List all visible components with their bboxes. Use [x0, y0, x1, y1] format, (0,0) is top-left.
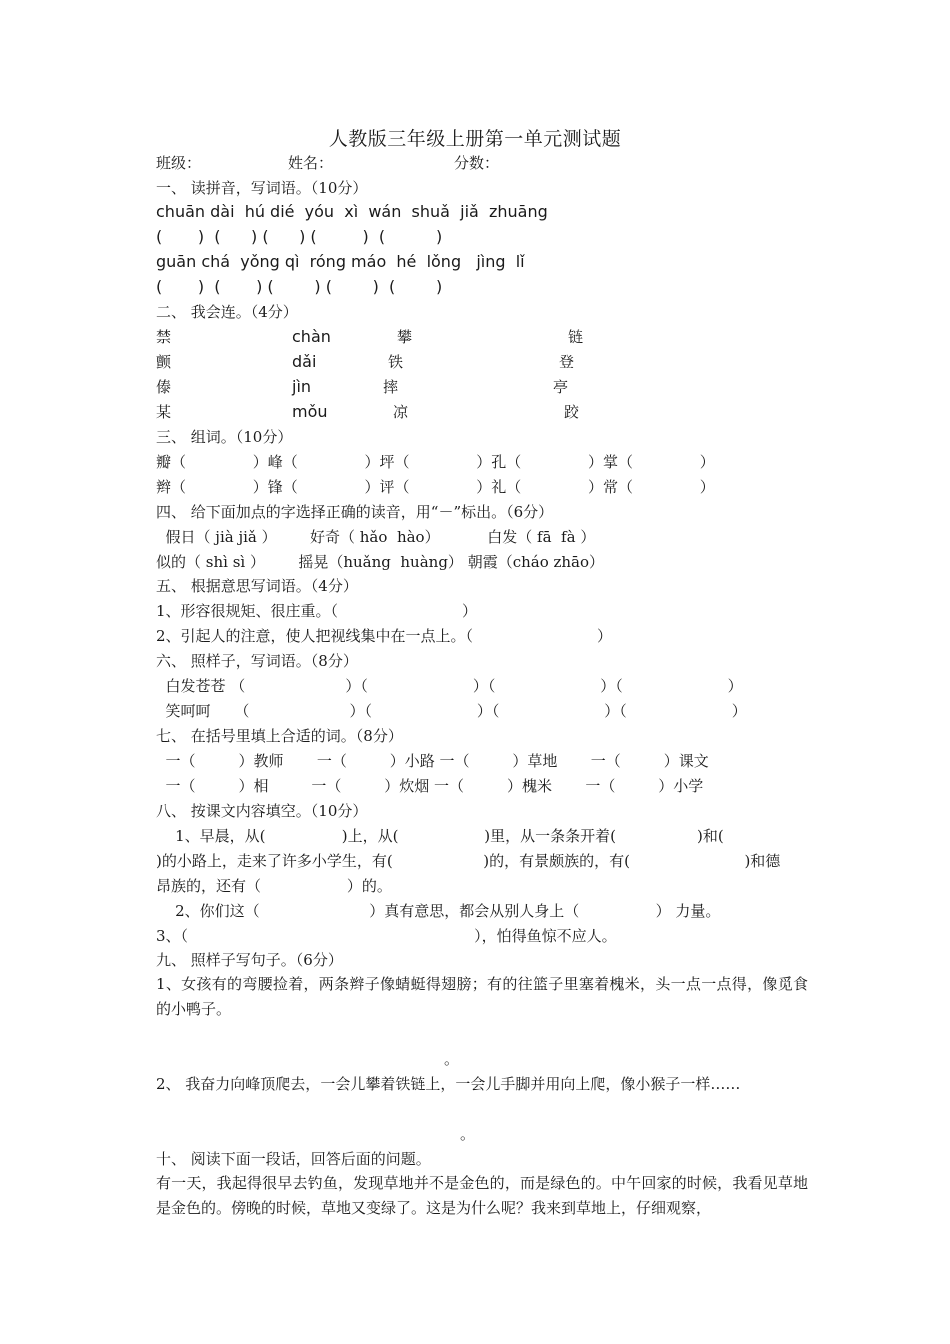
section2-heading: 二、 我会连。（4分） — [156, 303, 298, 321]
section4-heading: 四、 给下面加点的字选择正确的读音，用“－”标出。（6分） — [156, 503, 554, 521]
section3-heading: 三、 组词。（10分） — [156, 428, 293, 446]
answer-line-end-1[interactable]: 。 — [444, 1050, 460, 1068]
match-pinyin: dǎi — [292, 352, 317, 371]
measure-word-row-1[interactable]: 一（ ）教师 一（ ）小路 一（ ）草地 一（ ）课文 — [156, 752, 709, 770]
class-label: 班级： — [156, 154, 202, 172]
match-word: 铁 — [388, 353, 404, 371]
fill-text-1-line-2[interactable]: )的小路上，走来了许多小学生，有( )的，有景颇族的，有( )和德 — [156, 852, 781, 870]
match-char: 颤 — [156, 353, 172, 371]
meaning-item-1[interactable]: 1、形容很规矩、很庄重。（ ） — [156, 602, 478, 620]
meaning-item-2[interactable]: 2、引起人的注意，使人把视线集中在一点上。（ ） — [156, 627, 613, 645]
score-label: 分数： — [454, 154, 500, 172]
fill-text-2[interactable]: 2、你们这（ ）真有意思，都会从别人身上（ ） 力量。 — [156, 902, 721, 920]
match-pinyin: chàn — [292, 327, 331, 346]
answer-blanks-row-1[interactable]: ( ) ( ) ( ) ( ) ( ) — [156, 227, 443, 246]
pronunciation-row-1[interactable]: 假日（ jià jiǎ ） 好奇（ hǎo hào） 白发（ fā fà ） — [156, 528, 596, 546]
answer-line-end-2[interactable]: 。 — [460, 1125, 476, 1143]
answer-blanks-row-2[interactable]: ( ) ( ) ( ) ( ) ( ) — [156, 277, 443, 296]
section10-heading: 十、 阅读下面一段话，回答后面的问题。 — [156, 1150, 431, 1168]
pattern-words-row-2[interactable]: 笑呵呵 （ ）（ ）（ ）（ ） — [156, 702, 747, 720]
section1-heading: 一、 读拼音，写词语。（10分） — [156, 179, 368, 197]
page-title: 人教版三年级上册第一单元测试题 — [328, 128, 622, 150]
example-sentence-2: 2、 我奋力向峰顶爬去，一会儿攀着铁链上，一会儿手脚并用向上爬，像小猴子一样…… — [156, 1075, 741, 1093]
pattern-words-row-1[interactable]: 白发苍苍 （ ）（ ）（ ）（ ） — [156, 677, 743, 695]
fill-text-1-line-1[interactable]: 1、早晨，从( )上，从( )里，从一条条开着( )和( — [156, 827, 724, 845]
section5-heading: 五、 根据意思写词语。（4分） — [156, 577, 358, 595]
match-word: 摔 — [383, 378, 399, 396]
section7-heading: 七、 在括号里填上合适的词。（8分） — [156, 727, 403, 745]
match-word: 登 — [559, 353, 575, 371]
match-word: 亭 — [553, 378, 569, 396]
match-word: 跤 — [564, 403, 580, 421]
match-char: 禁 — [156, 328, 172, 346]
measure-word-row-2[interactable]: 一（ ）相 一（ ）炊烟 一（ ）槐米 一（ ）小学 — [156, 777, 704, 795]
word-group-row-1[interactable]: 瓣（ ）峰（ ）坪（ ）孔（ ）掌（ ） — [156, 453, 715, 471]
word-group-row-2[interactable]: 辫（ ）锋（ ）评（ ）礼（ ）常（ ） — [156, 478, 715, 496]
match-char: 傣 — [156, 378, 172, 396]
example-sentence-1: 1、女孩有的弯腰捡着，两条辫子像蜻蜓得翅膀；有的往篮子里塞着槐米，头一点一点得，像觅食的小鸭子。 — [156, 975, 808, 1018]
match-word: 攀 — [397, 328, 413, 346]
pinyin-row-1: chuān dài hú dié yóu xì wán shuǎ jiǎ zhuāng — [156, 202, 548, 221]
match-word: 链 — [568, 328, 584, 346]
fill-text-3[interactable]: 3、（ ），怕得鱼惊不应人。 — [156, 927, 617, 945]
reading-passage: 有一天，我起得很早去钓鱼，发现草地并不是金色的，而是绿色的。中午回家的时候，我看见草地是金色的。傍晚的时候，草地又变绿了。这是为什么呢？我来到草地上，仔细观察， — [156, 1174, 808, 1217]
match-pinyin: jìn — [292, 377, 312, 396]
section9-heading: 九、 照样子写句子。（6分） — [156, 951, 343, 969]
match-pinyin: mǒu — [292, 402, 328, 421]
pronunciation-row-2[interactable]: 似的（ shì sì ） 摇晃（huǎng huàng） 朝霞（cháo zhāo） — [156, 553, 605, 571]
match-char: 某 — [156, 403, 172, 421]
section8-heading: 八、 按课文内容填空。（10分） — [156, 802, 368, 820]
name-label: 姓名： — [288, 154, 334, 172]
section6-heading: 六、 照样子，写词语。（8分） — [156, 652, 358, 670]
fill-text-1-line-3[interactable]: 昂族的，还有（ ）的。 — [156, 877, 392, 895]
pinyin-row-2: guān chá yǒng qì róng máo hé lǒng jìng lǐ — [156, 252, 525, 271]
match-word: 凉 — [393, 403, 409, 421]
